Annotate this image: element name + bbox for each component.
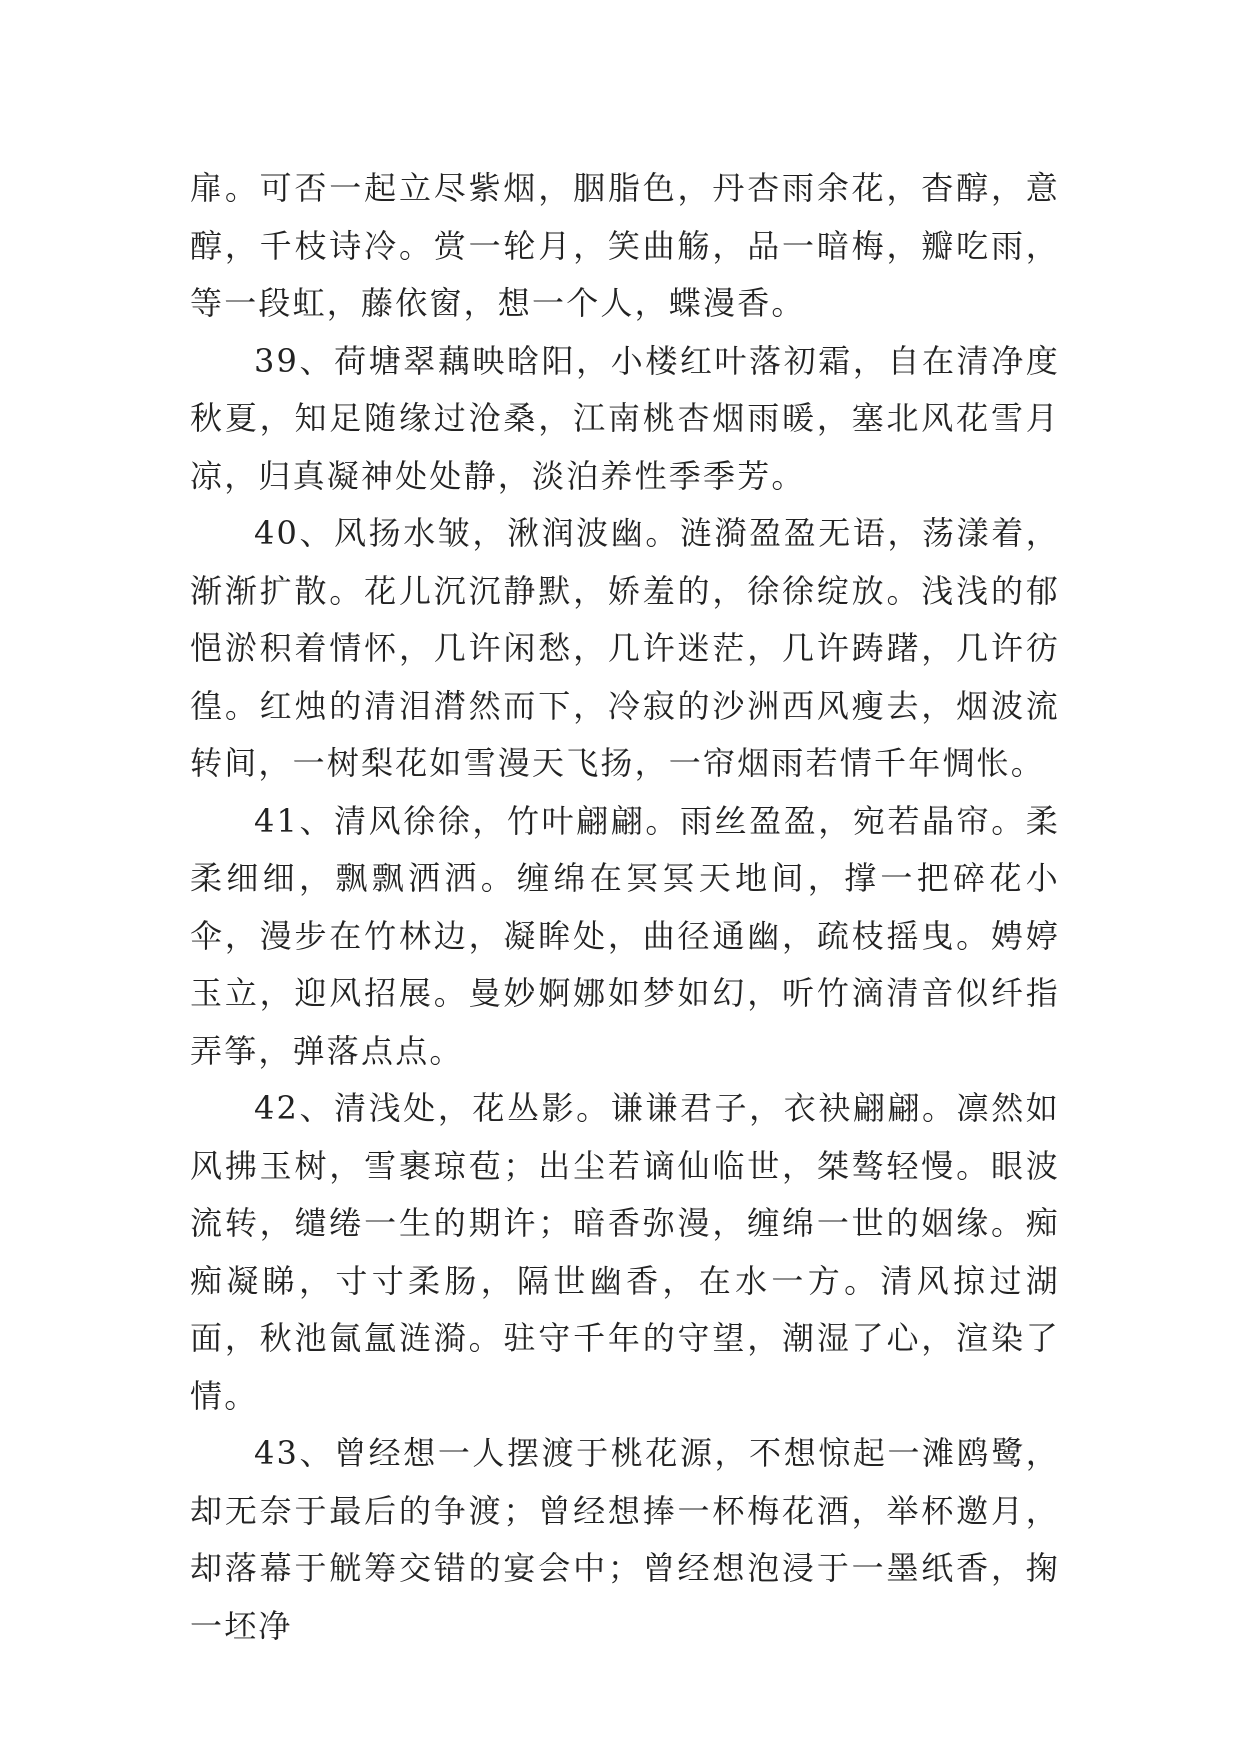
paragraph-43: 43、曾经想一人摆渡于桃花源，不想惊起一滩鸥鹭，却无奈于最后的争渡；曾经想捧一杯梅花酒，举杯邀月，却落幕于觥筹交错的宴会中；曾经想泡浸于一墨纸香，掬一坯净 <box>190 1434 1060 1645</box>
document-body <box>190 160 1060 1655</box>
paragraph-40: 40、风扬水皱，湫润波幽。涟漪盈盈无语，荡漾着，渐渐扩散。花儿沉沉静默，娇羞的，徐徐绽放。浅浅的郁悒淤积着情怀，几许闲愁，几许迷茫，几许踌躇，几许彷徨。红烛的清泪潸然而下，冷寂的沙洲西风瘦去，烟波流转间，一树梨花如雪漫天飞扬，一帘烟雨若情千年惆怅。 <box>190 514 1060 782</box>
paragraph-41: 41、清风徐徐，竹叶翩翩。雨丝盈盈，宛若晶帘。柔柔细细，飘飘洒洒。缠绵在冥冥天地间，撑一把碎花小伞，漫步在竹林边，凝眸处，曲径通幽，疏枝摇曳。娉婷玉立，迎风招展。曼妙婀娜如梦如幻，听竹滴清音似纤指弄筝，弹落点点。 <box>190 801 1060 1070</box>
paragraph-42: 42、清浅处，花丛影。谦谦君子，衣袂翩翩。凛然如风拂玉树，雪裹琼苞；出尘若谪仙临世，桀骜轻慢。眼波流转，缱绻一生的期许；暗香弥漫，缠绵一世的姻缘。痴痴凝睇，寸寸柔肠，隔世幽香，在水一方。清风掠过湖面，秋池氤氲涟漪。驻守千年的守望，潮湿了心，渲染了情。 <box>190 1089 1060 1415</box>
paragraph-39: 39、荷塘翠藕映晗阳，小楼红叶落初霜，自在清净度秋夏，知足随缘过沧桑，江南桃杏烟雨暖，塞北风花雪月凉，归真凝神处处静，淡泊养性季季芳。 <box>190 341 1060 495</box>
paragraph-continuation: 扉。可否一起立尽紫烟，胭脂色，丹杏雨余花，杳醇，意醇，千枝诗冷。赏一轮月，笑曲觞，品一暗梅，瓣吃雨，等一段虹，藤依窗，想一个人，蝶漫香。 <box>190 169 1060 322</box>
